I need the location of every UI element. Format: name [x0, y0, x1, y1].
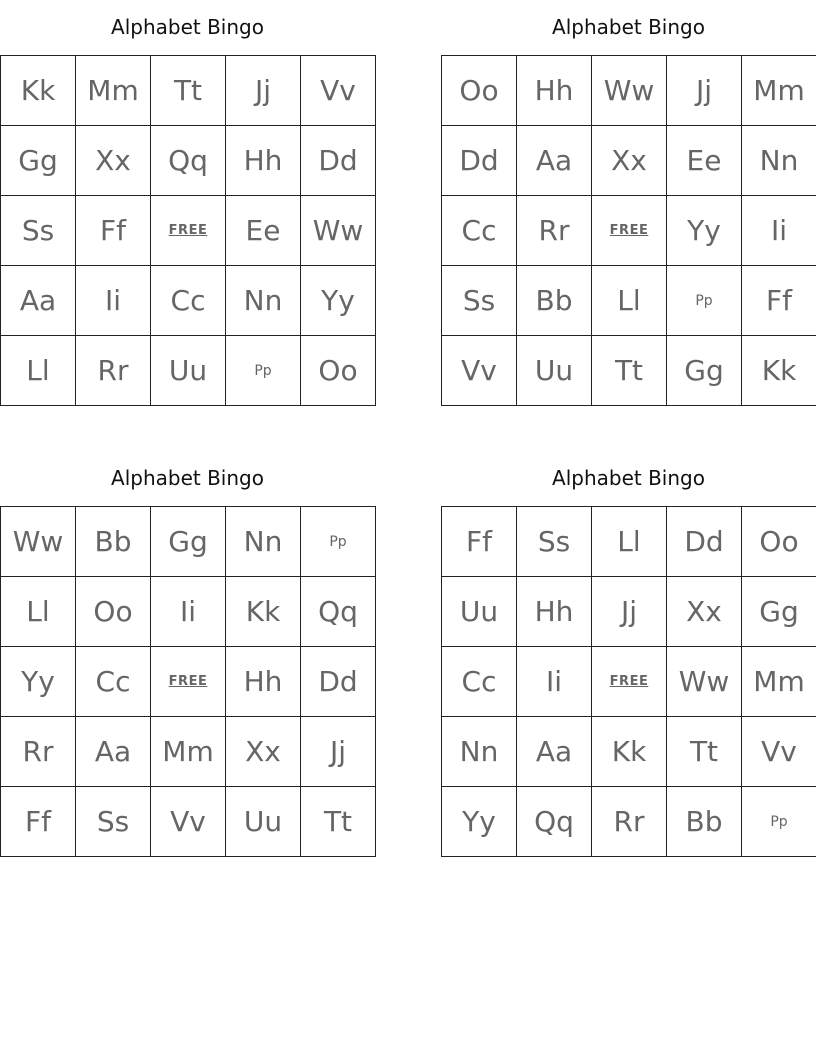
bingo-cell: Tt — [301, 787, 376, 857]
bingo-cell: Ww — [667, 647, 742, 717]
bingo-cell: Vv — [301, 56, 376, 126]
bingo-cell: Xx — [76, 126, 151, 196]
bingo-cell: Uu — [442, 577, 517, 647]
bingo-cell: Aa — [76, 717, 151, 787]
bingo-cell: Ii — [517, 647, 592, 717]
bingo-cell: Dd — [301, 647, 376, 717]
bingo-cell: Nn — [226, 266, 301, 336]
bingo-cell: Cc — [76, 647, 151, 717]
bingo-cell: Nn — [442, 717, 517, 787]
bingo-cell: Ff — [76, 196, 151, 266]
bingo-cell: Kk — [742, 336, 816, 406]
bingo-cell: Ll — [592, 507, 667, 577]
bingo-cell: Pp — [667, 266, 742, 336]
card-title: Alphabet Bingo — [552, 466, 705, 490]
bingo-cell: Uu — [151, 336, 226, 406]
bingo-cell: Mm — [151, 717, 226, 787]
bingo-cell: Kk — [1, 56, 76, 126]
bingo-cell: Mm — [76, 56, 151, 126]
bingo-card-2 — [441, 0, 816, 387]
bingo-cell: Xx — [592, 126, 667, 196]
bingo-cell: Cc — [151, 266, 226, 336]
bingo-cell: Ii — [151, 577, 226, 647]
bingo-cell: Ss — [442, 266, 517, 336]
bingo-grid — [0, 506, 376, 857]
bingo-cell: Kk — [226, 577, 301, 647]
bingo-card-3 — [0, 451, 375, 838]
bingo-cell: Hh — [226, 647, 301, 717]
bingo-cell: Dd — [667, 507, 742, 577]
free-space-cell: FREE — [151, 647, 226, 717]
bingo-cell: Hh — [226, 126, 301, 196]
free-space-cell: FREE — [592, 647, 667, 717]
bingo-cell: Kk — [592, 717, 667, 787]
bingo-grid — [0, 55, 376, 406]
free-space-cell: FREE — [151, 196, 226, 266]
bingo-cell: Ff — [1, 787, 76, 857]
bingo-cell: Rr — [1, 717, 76, 787]
bingo-cell: Ww — [1, 507, 76, 577]
bingo-cell: Tt — [151, 56, 226, 126]
bingo-cell: Xx — [226, 717, 301, 787]
bingo-cell: Pp — [301, 507, 376, 577]
bingo-cell: Dd — [442, 126, 517, 196]
bingo-cell: Rr — [76, 336, 151, 406]
bingo-cell: Ww — [301, 196, 376, 266]
bingo-cell: Aa — [517, 717, 592, 787]
bingo-cell: Ss — [517, 507, 592, 577]
bingo-cell: Ee — [667, 126, 742, 196]
bingo-cell: Rr — [592, 787, 667, 857]
bingo-cell: Qq — [517, 787, 592, 857]
bingo-cell: Bb — [667, 787, 742, 857]
bingo-cell: Yy — [667, 196, 742, 266]
bingo-cell: Oo — [742, 507, 816, 577]
bingo-cell: Vv — [442, 336, 517, 406]
bingo-cell: Nn — [226, 507, 301, 577]
bingo-cell: Gg — [742, 577, 816, 647]
card-title: Alphabet Bingo — [111, 15, 264, 39]
bingo-cell: Cc — [442, 647, 517, 717]
bingo-cell: Qq — [301, 577, 376, 647]
bingo-cell: Jj — [226, 56, 301, 126]
bingo-cell: Ss — [1, 196, 76, 266]
bingo-card-4 — [441, 451, 816, 838]
bingo-cell: Ii — [76, 266, 151, 336]
bingo-cell: Ll — [1, 336, 76, 406]
free-space-cell: FREE — [592, 196, 667, 266]
bingo-cell: Oo — [76, 577, 151, 647]
bingo-cell: Uu — [226, 787, 301, 857]
card-title: Alphabet Bingo — [552, 15, 705, 39]
bingo-cell: Tt — [667, 717, 742, 787]
bingo-cell: Ee — [226, 196, 301, 266]
bingo-cell: Gg — [667, 336, 742, 406]
bingo-cell: Dd — [301, 126, 376, 196]
bingo-cell: Vv — [151, 787, 226, 857]
bingo-cell: Ll — [1, 577, 76, 647]
bingo-cell: Pp — [226, 336, 301, 406]
bingo-cell: Nn — [742, 126, 816, 196]
bingo-cell: Ff — [742, 266, 816, 336]
bingo-cell: Aa — [1, 266, 76, 336]
bingo-cell: Bb — [76, 507, 151, 577]
bingo-cell: Hh — [517, 56, 592, 126]
bingo-cell: Uu — [517, 336, 592, 406]
bingo-cell: Ii — [742, 196, 816, 266]
bingo-cell: Yy — [1, 647, 76, 717]
bingo-cell: Mm — [742, 647, 816, 717]
bingo-cell: Jj — [667, 56, 742, 126]
bingo-cell: Vv — [742, 717, 816, 787]
bingo-cell: Gg — [1, 126, 76, 196]
bingo-cell: Cc — [442, 196, 517, 266]
bingo-cell: Jj — [301, 717, 376, 787]
bingo-cell: Ss — [76, 787, 151, 857]
bingo-cell: Oo — [442, 56, 517, 126]
bingo-cell: Jj — [592, 577, 667, 647]
bingo-cell: Hh — [517, 577, 592, 647]
bingo-cell: Ww — [592, 56, 667, 126]
card-title: Alphabet Bingo — [111, 466, 264, 490]
bingo-card-1 — [0, 0, 375, 387]
bingo-cell: Aa — [517, 126, 592, 196]
bingo-cell: Qq — [151, 126, 226, 196]
bingo-grid — [441, 506, 816, 857]
bingo-cell: Tt — [592, 336, 667, 406]
bingo-cell: Yy — [442, 787, 517, 857]
bingo-cell: Xx — [667, 577, 742, 647]
bingo-cell: Gg — [151, 507, 226, 577]
bingo-cell: Mm — [742, 56, 816, 126]
bingo-cell: Ll — [592, 266, 667, 336]
bingo-cell: Rr — [517, 196, 592, 266]
bingo-cell: Pp — [742, 787, 816, 857]
bingo-grid — [441, 55, 816, 406]
bingo-cell: Oo — [301, 336, 376, 406]
bingo-cell: Ff — [442, 507, 517, 577]
bingo-cell: Yy — [301, 266, 376, 336]
bingo-cell: Bb — [517, 266, 592, 336]
